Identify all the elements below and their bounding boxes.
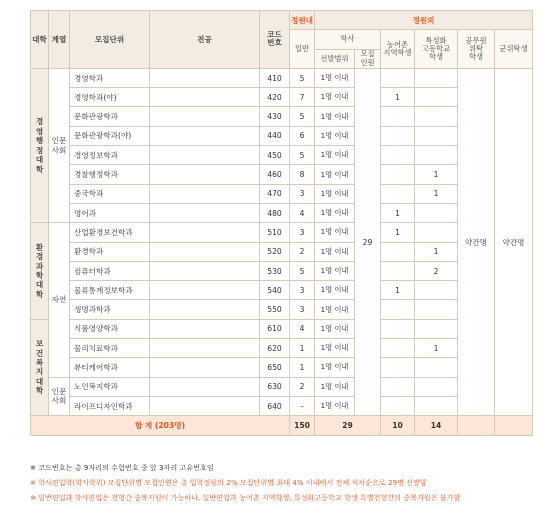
dept-cell: 컴퓨터학과 xyxy=(70,261,150,280)
table-row xyxy=(31,319,533,338)
note-academic: ※ 학사편입학(학사학위) 모집단위별 모집인원은 총 입학정원의 2% 모집단위별 최대 4% 이내에서 전체 석차순으로 29명 선발함 xyxy=(30,478,427,487)
dept-cell: 경영학과(야) xyxy=(70,88,150,107)
major-cell xyxy=(150,203,260,222)
table-row xyxy=(31,300,533,319)
header-recruit: 모집 인원 xyxy=(355,49,381,68)
header-code: 코드 번호 xyxy=(260,11,290,69)
series-cell: 자연 xyxy=(49,223,70,377)
header-civil: 공무원 위탁 학생 xyxy=(458,30,495,69)
specialized-cell: 1 xyxy=(415,165,458,184)
table-body xyxy=(31,68,533,435)
military-cell: 약간명 xyxy=(495,68,533,415)
dept-cell: 라이프디자인학과 xyxy=(70,396,150,415)
rural-cell xyxy=(381,165,415,184)
code-cell: 530 xyxy=(260,261,290,280)
rural-cell xyxy=(381,396,415,415)
dept-cell: 문화관광학과(야) xyxy=(70,126,150,145)
univ-cell: 환 경 과 학 대 학 xyxy=(31,223,49,319)
table-row xyxy=(31,203,533,222)
table-row xyxy=(31,126,533,145)
notes xyxy=(30,460,540,505)
major-cell xyxy=(150,126,260,145)
general-cell: 5 xyxy=(290,261,315,280)
header-in-quota: 정원내 xyxy=(290,11,315,30)
major-cell xyxy=(150,396,260,415)
specialized-cell xyxy=(415,126,458,145)
limit-cell: 1명 이내 xyxy=(315,68,355,87)
code-cell: 430 xyxy=(260,107,290,126)
dept-cell: 중국학과 xyxy=(70,184,150,203)
table-row xyxy=(31,281,533,300)
header-univ: 대학 xyxy=(31,11,49,69)
total-rural: 10 xyxy=(381,416,415,435)
code-cell: 610 xyxy=(260,319,290,338)
specialized-cell xyxy=(415,300,458,319)
table-row xyxy=(31,223,533,242)
table-row xyxy=(31,242,533,261)
general-cell: 3 xyxy=(290,184,315,203)
specialized-cell: 2 xyxy=(415,261,458,280)
univ-cell: 경 영 행 정 대 학 xyxy=(31,68,49,222)
dept-cell: 노인복지학과 xyxy=(70,377,150,396)
rural-cell xyxy=(381,68,415,87)
code-cell: 440 xyxy=(260,126,290,145)
general-cell: 2 xyxy=(290,242,315,261)
major-cell xyxy=(150,184,260,203)
table-row xyxy=(31,184,533,203)
table-row xyxy=(31,88,533,107)
specialized-cell xyxy=(415,319,458,338)
major-cell xyxy=(150,300,260,319)
rural-cell xyxy=(381,261,415,280)
code-cell: 520 xyxy=(260,242,290,261)
dept-cell: 뷰티케어학과 xyxy=(70,358,150,377)
major-cell xyxy=(150,107,260,126)
limit-cell: 1명 이내 xyxy=(315,223,355,242)
table-row xyxy=(31,358,533,377)
general-cell: 6 xyxy=(290,126,315,145)
general-cell: 5 xyxy=(290,107,315,126)
dept-cell: 경영학과 xyxy=(70,68,150,87)
limit-cell: 1명 이내 xyxy=(315,339,355,358)
code-cell: 450 xyxy=(260,146,290,165)
header-specialized: 특성화 고등학교 학생 xyxy=(415,30,458,69)
specialized-cell xyxy=(415,203,458,222)
header-series: 계열 xyxy=(49,11,70,69)
major-cell xyxy=(150,165,260,184)
general-cell: – xyxy=(290,396,315,415)
limit-cell: 1명 이내 xyxy=(315,165,355,184)
code-cell: 640 xyxy=(260,396,290,415)
specialized-cell xyxy=(415,107,458,126)
total-civil xyxy=(458,416,495,435)
rural-cell xyxy=(381,146,415,165)
series-cell: 인문 사회 xyxy=(49,68,70,222)
general-cell: 5 xyxy=(290,146,315,165)
table-row xyxy=(31,165,533,184)
rural-cell xyxy=(381,242,415,261)
dept-cell: 문화관광학과 xyxy=(70,107,150,126)
specialized-cell xyxy=(415,68,458,87)
rural-cell: 1 xyxy=(381,223,415,242)
code-cell: 650 xyxy=(260,358,290,377)
limit-cell: 1명 이내 xyxy=(315,107,355,126)
code-cell: 550 xyxy=(260,300,290,319)
total-row xyxy=(31,416,533,435)
major-cell xyxy=(150,377,260,396)
code-cell: 630 xyxy=(260,377,290,396)
rural-cell xyxy=(381,300,415,319)
dept-cell: 경찰행정학과 xyxy=(70,165,150,184)
major-cell xyxy=(150,319,260,338)
major-cell xyxy=(150,281,260,300)
general-cell: 4 xyxy=(290,203,315,222)
limit-cell: 1명 이내 xyxy=(315,377,355,396)
table-row xyxy=(31,261,533,280)
dept-cell: 영어과 xyxy=(70,203,150,222)
limit-cell: 1명 이내 xyxy=(315,358,355,377)
admissions-table xyxy=(30,10,533,436)
specialized-cell: 1 xyxy=(415,339,458,358)
table-header xyxy=(31,11,533,69)
limit-cell: 1명 이내 xyxy=(315,88,355,107)
dept-cell: 물류통계정보학과 xyxy=(70,281,150,300)
code-cell: 460 xyxy=(260,165,290,184)
limit-cell: 1명 이내 xyxy=(315,242,355,261)
rural-cell xyxy=(381,319,415,338)
rural-cell: 1 xyxy=(381,88,415,107)
total-military xyxy=(495,416,533,435)
limit-cell: 1명 이내 xyxy=(315,261,355,280)
general-cell: 1 xyxy=(290,358,315,377)
rural-cell xyxy=(381,377,415,396)
total-label: 합 계 (203명) xyxy=(31,416,290,435)
major-cell xyxy=(150,339,260,358)
limit-cell: 1명 이내 xyxy=(315,146,355,165)
general-cell: 8 xyxy=(290,165,315,184)
limit-cell: 1명 이내 xyxy=(315,396,355,415)
univ-cell: 보 건 복 지 대 학 xyxy=(31,319,49,415)
dept-cell: 산업환경보건학과 xyxy=(70,223,150,242)
code-cell: 510 xyxy=(260,223,290,242)
code-cell: 470 xyxy=(260,184,290,203)
header-select-range: 선발범위 xyxy=(315,49,355,68)
table-row xyxy=(31,339,533,358)
table-row xyxy=(31,68,533,87)
specialized-cell xyxy=(415,281,458,300)
table-row xyxy=(31,377,533,396)
limit-cell: 1명 이내 xyxy=(315,203,355,222)
limit-cell: 1명 이내 xyxy=(315,281,355,300)
code-cell: 620 xyxy=(260,339,290,358)
code-cell: 420 xyxy=(260,88,290,107)
limit-cell: 1명 이내 xyxy=(315,319,355,338)
general-cell: 3 xyxy=(290,223,315,242)
general-cell: 3 xyxy=(290,281,315,300)
major-cell xyxy=(150,146,260,165)
code-cell: 410 xyxy=(260,68,290,87)
header-rural: 농어촌 지역학생 xyxy=(381,30,415,69)
total-general: 150 xyxy=(290,416,315,435)
specialized-cell xyxy=(415,358,458,377)
specialized-cell xyxy=(415,223,458,242)
general-cell: 4 xyxy=(290,319,315,338)
table-row xyxy=(31,396,533,415)
major-cell xyxy=(150,358,260,377)
specialized-cell xyxy=(415,377,458,396)
code-cell: 540 xyxy=(260,281,290,300)
dept-cell: 식품영양학과 xyxy=(70,319,150,338)
dept-cell: 물리치료학과 xyxy=(70,339,150,358)
major-cell xyxy=(150,88,260,107)
general-cell: 2 xyxy=(290,377,315,396)
rural-cell: 1 xyxy=(381,203,415,222)
major-cell xyxy=(150,261,260,280)
specialized-cell: 1 xyxy=(415,242,458,261)
header-major: 전공 xyxy=(150,11,260,69)
note-duplicate: ※ 일반편입과 학사편입은 전형간 중복지원이 가능하나, 일반편입과 농어촌 지역학생, 특성화고등학교 학생 특별전형간의 중복지원은 불가함 xyxy=(30,493,461,502)
total-recruit: 29 xyxy=(315,416,381,435)
header-academic: 학사 xyxy=(315,30,381,49)
note-code: ※ 코드번호는 총 9자리의 수험번호 중 앞 3자리 고유번호임 xyxy=(30,463,214,472)
recruit-cell: 29 xyxy=(355,68,381,415)
dept-cell: 경영정보학과 xyxy=(70,146,150,165)
specialized-cell xyxy=(415,88,458,107)
specialized-cell xyxy=(415,396,458,415)
general-cell: 3 xyxy=(290,300,315,319)
general-cell: 1 xyxy=(290,339,315,358)
code-cell: 480 xyxy=(260,203,290,222)
table-row xyxy=(31,146,533,165)
rural-cell: 1 xyxy=(381,281,415,300)
header-out-quota: 정원외 xyxy=(315,11,533,30)
rural-cell xyxy=(381,107,415,126)
major-cell xyxy=(150,223,260,242)
rural-cell xyxy=(381,339,415,358)
header-dept: 모집단위 xyxy=(70,11,150,69)
dept-cell: 환경학과 xyxy=(70,242,150,261)
total-specialized: 14 xyxy=(415,416,458,435)
rural-cell xyxy=(381,358,415,377)
rural-cell xyxy=(381,184,415,203)
specialized-cell: 1 xyxy=(415,184,458,203)
limit-cell: 1명 이내 xyxy=(315,300,355,319)
rural-cell xyxy=(381,126,415,145)
major-cell xyxy=(150,242,260,261)
table-row xyxy=(31,107,533,126)
limit-cell: 1명 이내 xyxy=(315,126,355,145)
series-cell: 인문 사회 xyxy=(49,377,70,416)
general-cell: 5 xyxy=(290,68,315,87)
header-general: 일반 xyxy=(290,30,315,69)
dept-cell: 생명과학과 xyxy=(70,300,150,319)
limit-cell: 1명 이내 xyxy=(315,184,355,203)
civil-cell: 약간명 xyxy=(458,68,495,415)
general-cell: 7 xyxy=(290,88,315,107)
header-military: 군위탁생 xyxy=(495,30,533,69)
specialized-cell xyxy=(415,146,458,165)
major-cell xyxy=(150,68,260,87)
